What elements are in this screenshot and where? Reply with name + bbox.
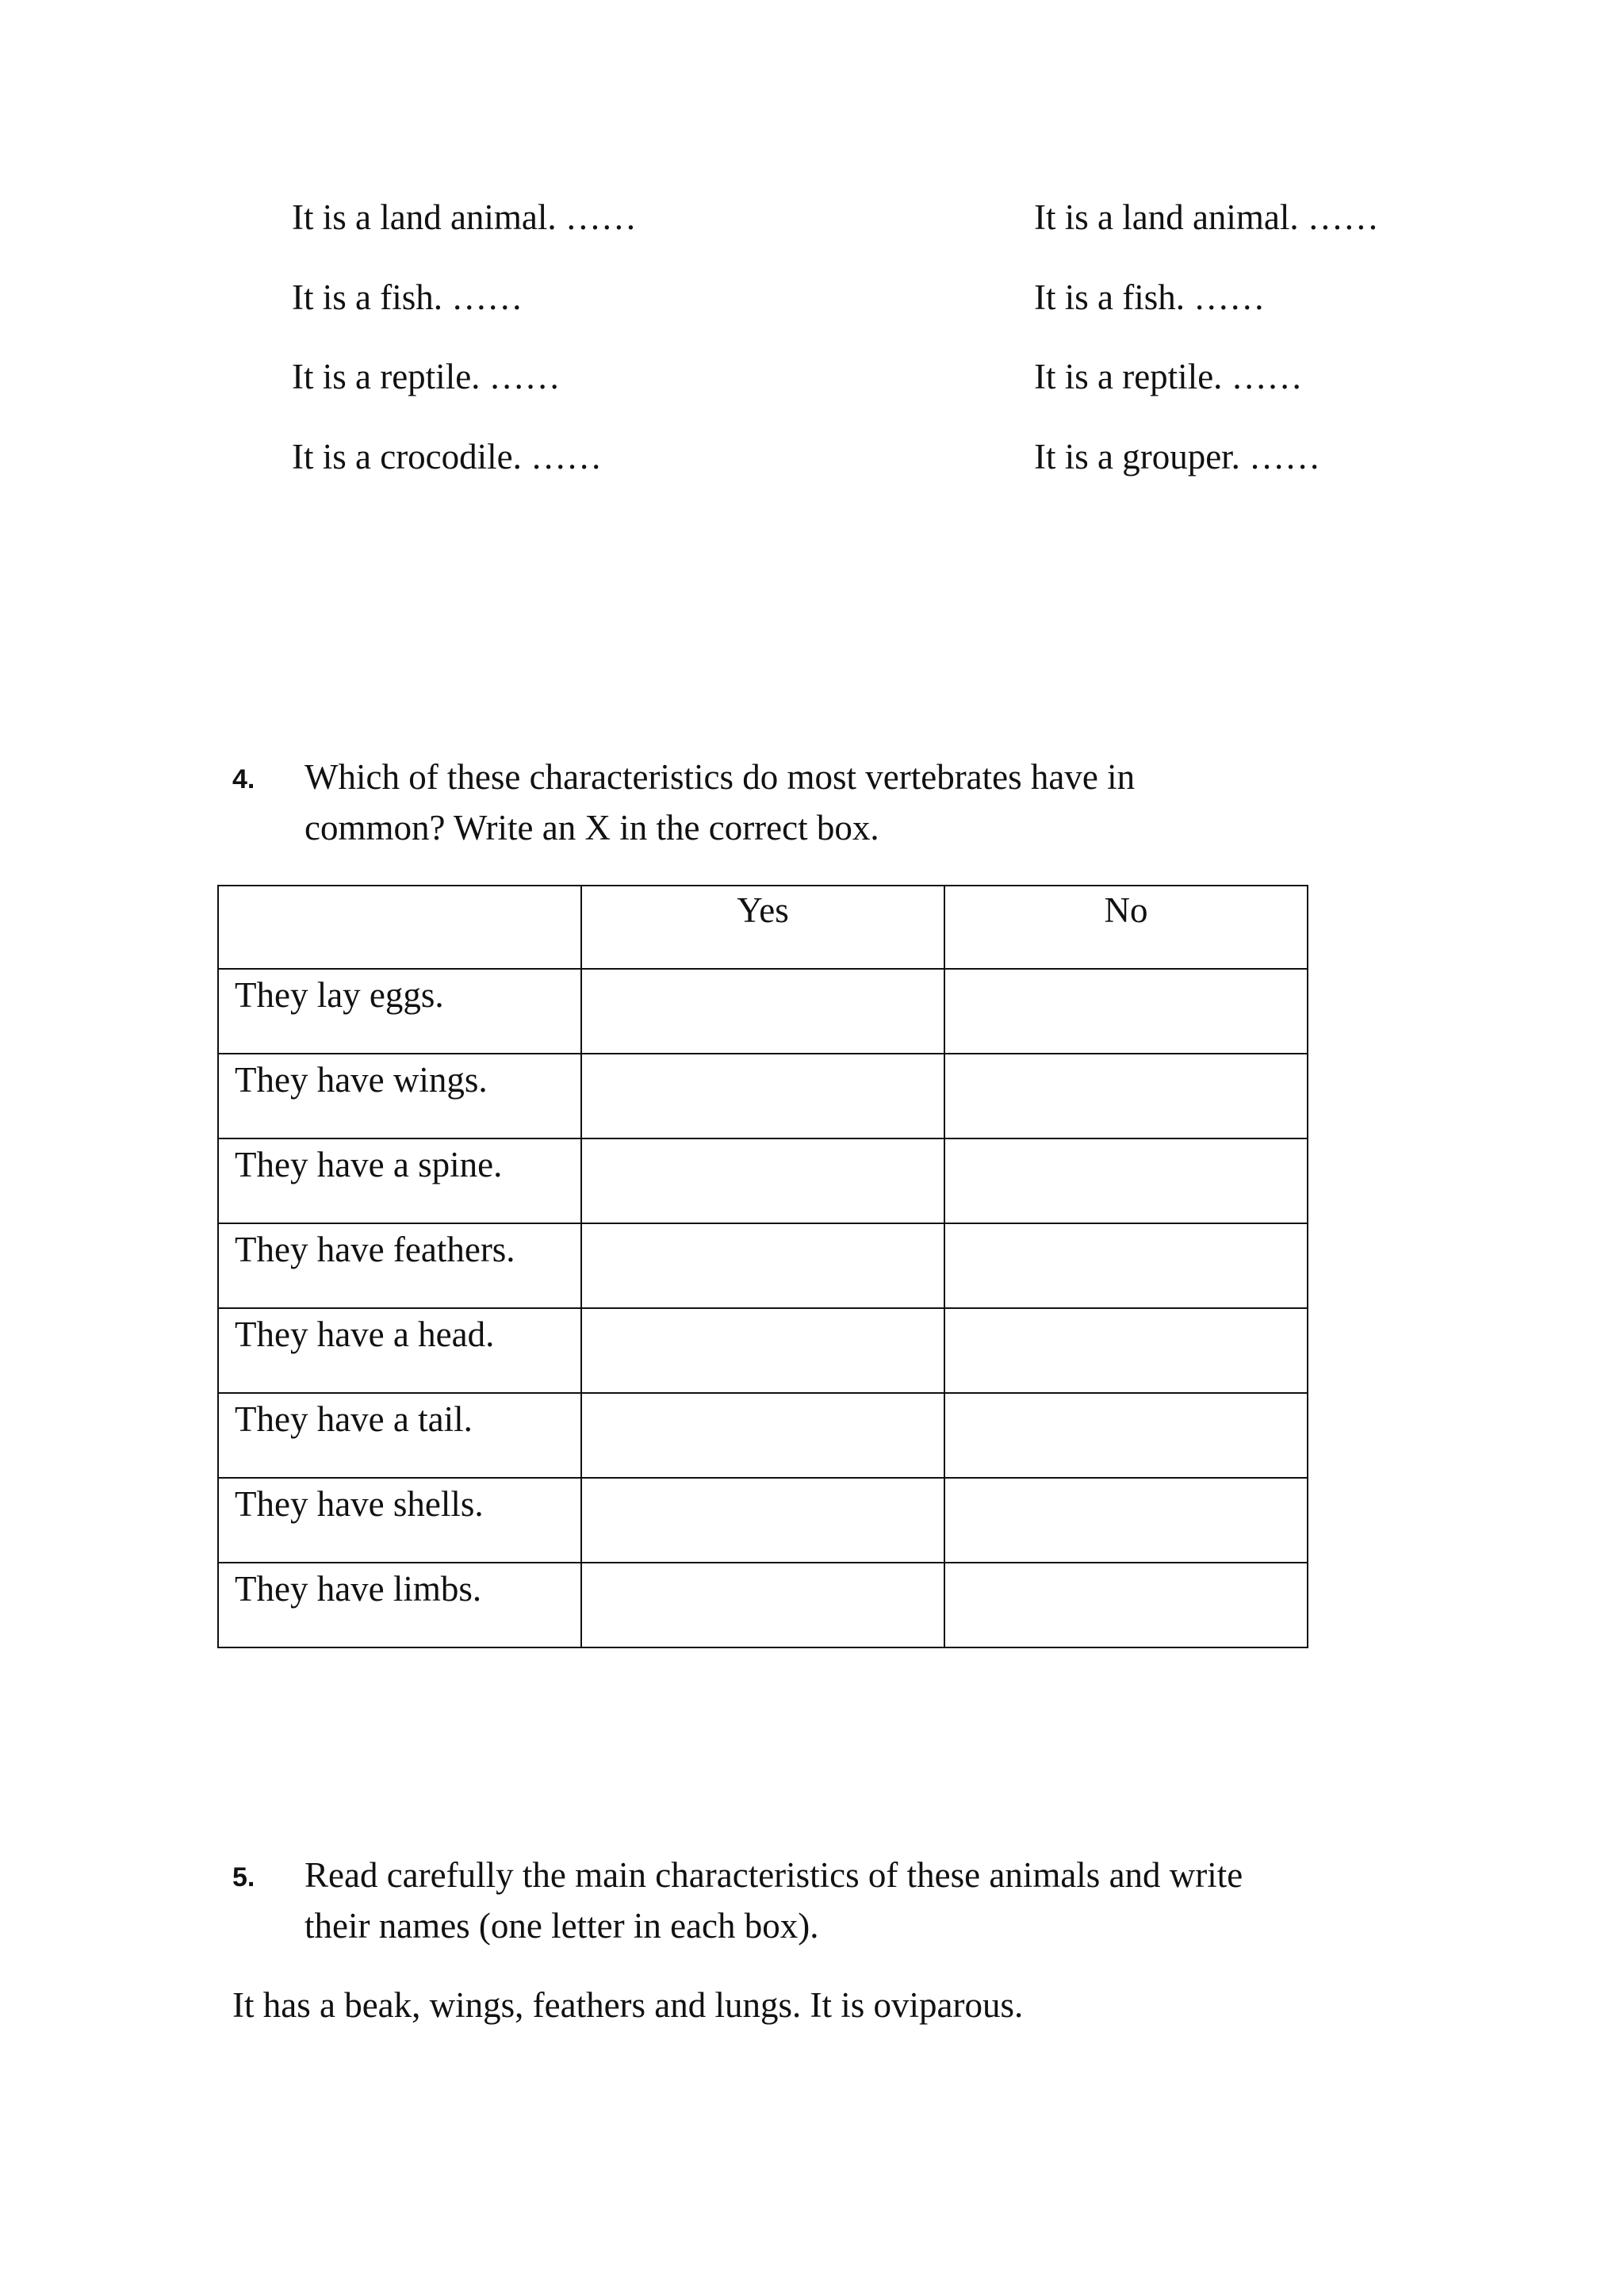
right-statement-land-animal: It is a land animal. …… bbox=[1034, 197, 1379, 237]
right-statement-reptile: It is a reptile. …… bbox=[1034, 357, 1303, 396]
yes-answer-box[interactable] bbox=[581, 1138, 944, 1223]
question-5-line-2: their names (one letter in each box). bbox=[304, 1906, 819, 1946]
question-5-line-1: Read carefully the main characteristics of these animals and write bbox=[304, 1855, 1243, 1895]
right-statement-fish: It is a fish. …… bbox=[1034, 277, 1266, 317]
left-statement-fish: It is a fish. …… bbox=[292, 277, 523, 317]
header-no: No bbox=[944, 886, 1308, 969]
row-label: They have a tail. bbox=[218, 1393, 581, 1478]
no-answer-box[interactable] bbox=[944, 1138, 1308, 1223]
left-statement-crocodile: It is a crocodile. …… bbox=[292, 437, 603, 476]
table-row bbox=[218, 1563, 1308, 1647]
table-row bbox=[218, 1054, 1308, 1138]
question-5-clue: It has a beak, wings, feathers and lungs. It is oviparous. bbox=[232, 1985, 1024, 2025]
header-yes: Yes bbox=[581, 886, 944, 969]
question-4-line-1: Which of these characteristics do most vertebrates have in bbox=[304, 757, 1136, 797]
row-label: They have limbs. bbox=[218, 1563, 581, 1647]
question-4-text bbox=[304, 752, 1135, 853]
no-answer-box[interactable] bbox=[944, 1308, 1308, 1393]
yes-answer-box[interactable] bbox=[581, 969, 944, 1054]
no-answer-box[interactable] bbox=[944, 1054, 1308, 1138]
table-row bbox=[218, 1138, 1308, 1223]
yes-answer-box[interactable] bbox=[581, 1478, 944, 1563]
no-answer-box[interactable] bbox=[944, 1563, 1308, 1647]
yes-answer-box[interactable] bbox=[581, 1054, 944, 1138]
table-row bbox=[218, 1223, 1308, 1308]
table-row bbox=[218, 969, 1308, 1054]
row-label: They have shells. bbox=[218, 1478, 581, 1563]
table-row bbox=[218, 1308, 1308, 1393]
no-answer-box[interactable] bbox=[944, 1223, 1308, 1308]
no-answer-box[interactable] bbox=[944, 1478, 1308, 1563]
yes-answer-box[interactable] bbox=[581, 1223, 944, 1308]
question-5-text bbox=[304, 1850, 1243, 1951]
question-4-number: 4. bbox=[232, 764, 255, 794]
yes-answer-box[interactable] bbox=[581, 1308, 944, 1393]
yes-answer-box[interactable] bbox=[581, 1393, 944, 1478]
characteristics-table bbox=[217, 885, 1308, 1648]
table-row bbox=[218, 1393, 1308, 1478]
row-label: They have feathers. bbox=[218, 1223, 581, 1308]
row-label: They have wings. bbox=[218, 1054, 581, 1138]
yes-answer-box[interactable] bbox=[581, 1563, 944, 1647]
no-answer-box[interactable] bbox=[944, 969, 1308, 1054]
right-statement-grouper: It is a grouper. …… bbox=[1034, 437, 1321, 476]
question-5-number: 5. bbox=[232, 1862, 255, 1892]
left-statement-land-animal: It is a land animal. …… bbox=[292, 197, 637, 237]
no-answer-box[interactable] bbox=[944, 1393, 1308, 1478]
left-statement-reptile: It is a reptile. …… bbox=[292, 357, 561, 396]
header-blank-cell bbox=[218, 886, 581, 969]
row-label: They lay eggs. bbox=[218, 969, 581, 1054]
row-label: They have a head. bbox=[218, 1308, 581, 1393]
question-4-line-2: common? Write an X in the correct box. bbox=[304, 808, 879, 848]
row-label: They have a spine. bbox=[218, 1138, 581, 1223]
table-row bbox=[218, 1478, 1308, 1563]
table-header-row bbox=[218, 886, 1308, 969]
